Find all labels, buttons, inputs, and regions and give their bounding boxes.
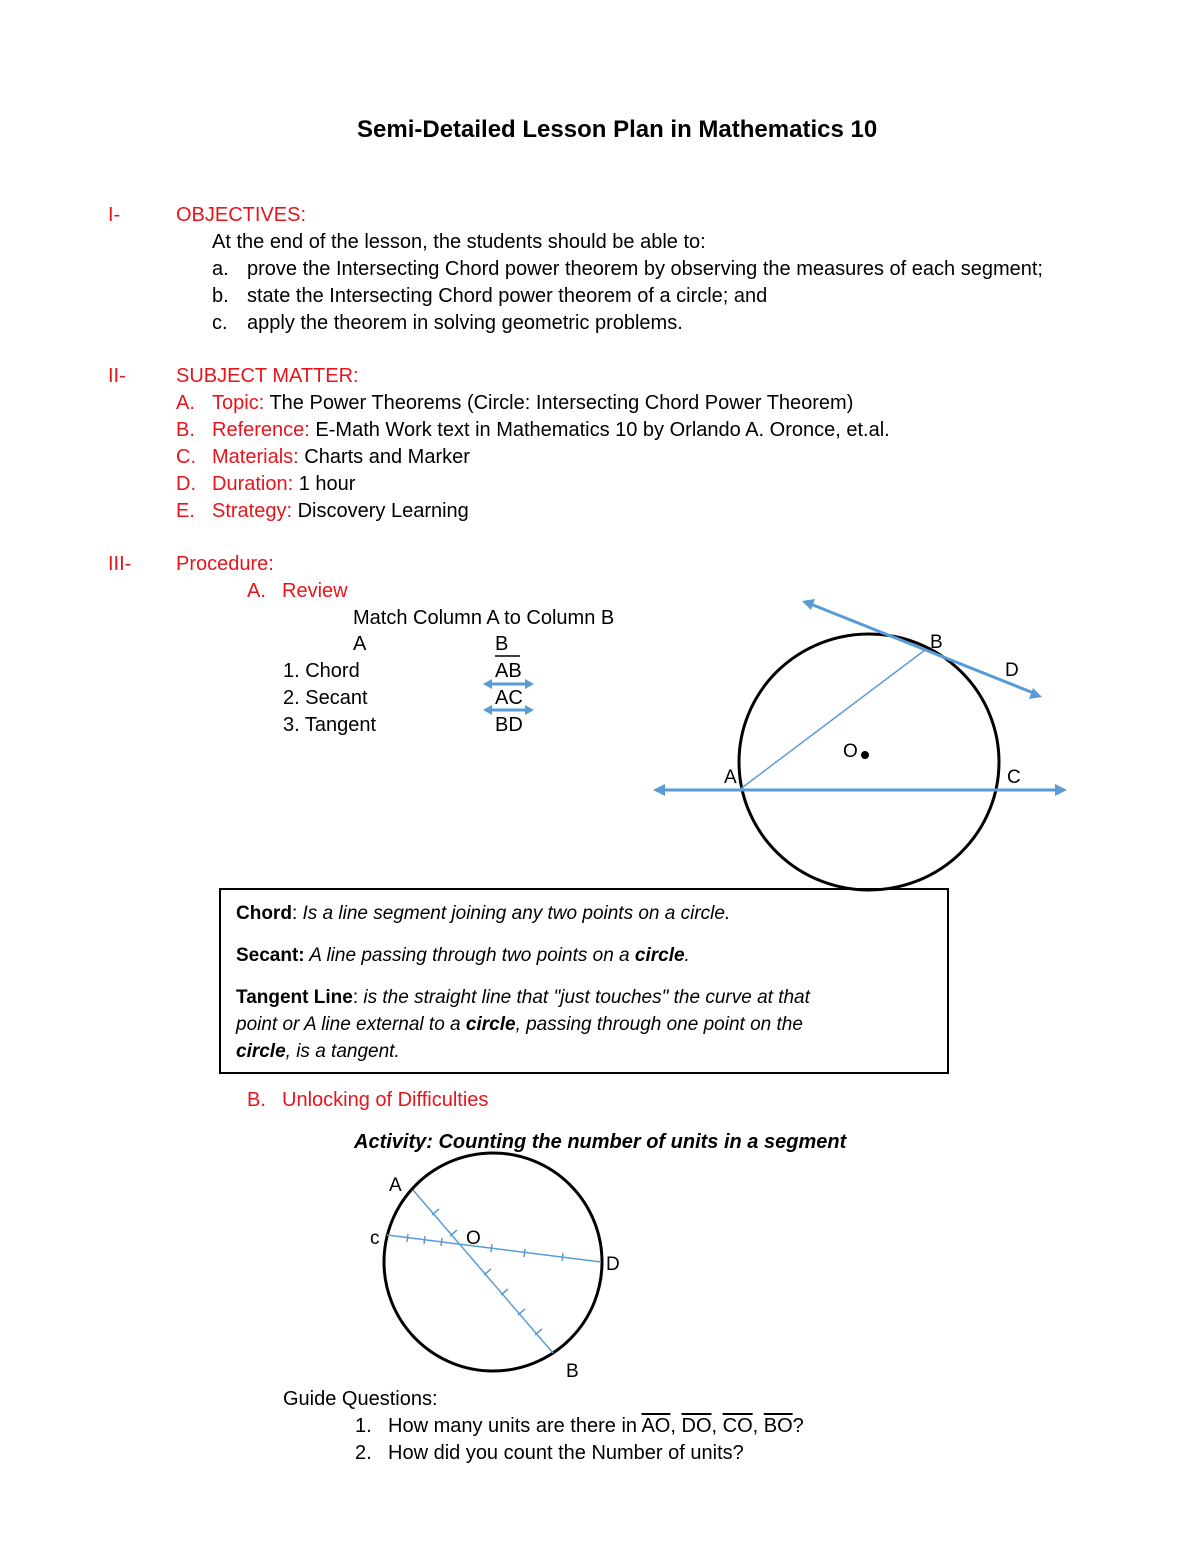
subject-value: The Power Theorems (Circle: Intersecting Chord Power Theorem) bbox=[269, 392, 854, 414]
secant-definition-text: A line passing through two points on a bbox=[304, 945, 635, 966]
objective-text: apply the theorem in solving geometric problems. bbox=[247, 312, 683, 334]
subject-numeral: II- bbox=[108, 365, 126, 387]
list-separator: , bbox=[711, 1415, 723, 1437]
subject-label: Materials: bbox=[212, 446, 299, 468]
review-heading: Review bbox=[282, 580, 348, 602]
objectives-intro: At the end of the lesson, the students should be able to: bbox=[212, 231, 706, 253]
segment-bo: $\overline{BO}$ bbox=[763, 1415, 793, 1437]
subject-value: Discovery Learning bbox=[297, 500, 469, 522]
definition-separator: : bbox=[352, 987, 364, 1008]
column-b-item: AB bbox=[495, 660, 522, 682]
column-a-item: 2. Secant bbox=[283, 687, 368, 709]
objectives-heading: OBJECTIVES: bbox=[176, 204, 307, 226]
subject-letter: B. bbox=[176, 419, 195, 441]
point-label-o: O bbox=[466, 1228, 481, 1249]
subject-label: Duration: bbox=[212, 473, 294, 495]
subject-letter: E. bbox=[176, 500, 195, 522]
guide-question-1 bbox=[388, 1414, 804, 1438]
column-b-header: B bbox=[495, 633, 509, 655]
tangent-definition-text: , passing through one point on the bbox=[515, 1014, 803, 1035]
circle-outline bbox=[384, 1153, 602, 1371]
point-label-c: C bbox=[1007, 767, 1021, 788]
objective-text: state the Intersecting Chord power theorem of a circle; and bbox=[247, 285, 768, 307]
tangent-definition-bold: circle bbox=[465, 1014, 516, 1035]
subject-value: E-Math Work text in Mathematics 10 by Orlando A. Oronce, et.al. bbox=[315, 419, 890, 441]
secant-definition-bold: circle bbox=[634, 945, 685, 966]
subject-label: Topic: bbox=[212, 392, 265, 414]
review-instruction: Match Column A to Column B bbox=[353, 607, 615, 629]
subject-value: 1 hour bbox=[298, 473, 356, 495]
question-number: 2. bbox=[355, 1442, 372, 1464]
segment-ao: $\overline{AO}$ bbox=[641, 1415, 671, 1437]
objective-letter: b. bbox=[212, 285, 229, 307]
column-a-header: A bbox=[353, 633, 367, 655]
column-b-item: AC bbox=[495, 687, 523, 709]
point-label-d: D bbox=[606, 1254, 620, 1275]
point-label-c: c bbox=[370, 1228, 380, 1249]
column-b-item: BD bbox=[495, 714, 523, 736]
tangent-definition-bold: circle bbox=[236, 1041, 286, 1062]
secant-term: Secant: bbox=[236, 945, 305, 966]
question-text: How many units are there in bbox=[388, 1415, 642, 1437]
subject-heading: SUBJECT MATTER: bbox=[176, 365, 359, 387]
subject-value: Charts and Marker bbox=[304, 446, 470, 468]
objectives-numeral: I- bbox=[108, 204, 121, 226]
activity-title: Activity: Counting the number of units in a segment bbox=[354, 1131, 847, 1153]
subject-letter: D. bbox=[176, 473, 196, 495]
list-separator: , bbox=[670, 1415, 682, 1437]
procedure-heading: Procedure: bbox=[176, 553, 274, 575]
objective-letter: c. bbox=[212, 312, 228, 334]
chord-term: Chord bbox=[236, 903, 292, 924]
subject-label: Strategy: bbox=[212, 500, 293, 522]
point-label-d: D bbox=[1005, 660, 1019, 681]
guide-question-2: How did you count the Number of units? bbox=[388, 1442, 744, 1464]
point-label-o: O bbox=[843, 741, 858, 762]
secant-definition-end: . bbox=[684, 945, 690, 966]
column-a-item: 3. Tangent bbox=[283, 714, 377, 736]
question-mark: ? bbox=[792, 1415, 804, 1437]
segment-co: $\overline{CO}$ bbox=[722, 1415, 753, 1437]
definition-separator: : bbox=[291, 903, 303, 924]
point-label-a: A bbox=[724, 767, 737, 788]
segment-do: $\overline{DO}$ bbox=[681, 1415, 712, 1437]
procedure-numeral: III- bbox=[108, 553, 132, 575]
subject-letter: A. bbox=[176, 392, 195, 414]
chord-cd bbox=[387, 1235, 601, 1262]
objective-text: prove the Intersecting Chord power theorem by observing the measures of each segment; bbox=[247, 258, 1043, 280]
tangent-term: Tangent Line bbox=[236, 987, 353, 1008]
point-label-b: B bbox=[930, 632, 943, 653]
unlocking-heading: Unlocking of Difficulties bbox=[282, 1089, 489, 1111]
tangent-definition-text: point or A line external to a bbox=[236, 1014, 466, 1035]
subject-label: Reference: bbox=[212, 419, 310, 441]
point-label-a: A bbox=[389, 1175, 402, 1196]
tangent-definition-text: , is a tangent. bbox=[285, 1041, 400, 1062]
unit-tick-marks bbox=[407, 1209, 563, 1335]
guide-heading: Guide Questions: bbox=[283, 1388, 438, 1410]
point-label-b: B bbox=[566, 1361, 579, 1382]
page-title: Semi-Detailed Lesson Plan in Mathematics 10 bbox=[357, 116, 878, 143]
question-number: 1. bbox=[355, 1415, 372, 1437]
review-letter: A. bbox=[247, 580, 266, 602]
chord-ab bbox=[413, 1190, 553, 1353]
chord-definition-text: Is a line segment joining any two points on a circle. bbox=[302, 903, 731, 924]
subject-letter: C. bbox=[176, 446, 196, 468]
list-separator: , bbox=[752, 1415, 764, 1437]
unlocking-letter: B. bbox=[247, 1089, 266, 1111]
objective-letter: a. bbox=[212, 258, 229, 280]
column-a-item: 1. Chord bbox=[283, 660, 360, 682]
tangent-definition-text: is the straight line that "just touches" the curve at that bbox=[363, 987, 810, 1008]
